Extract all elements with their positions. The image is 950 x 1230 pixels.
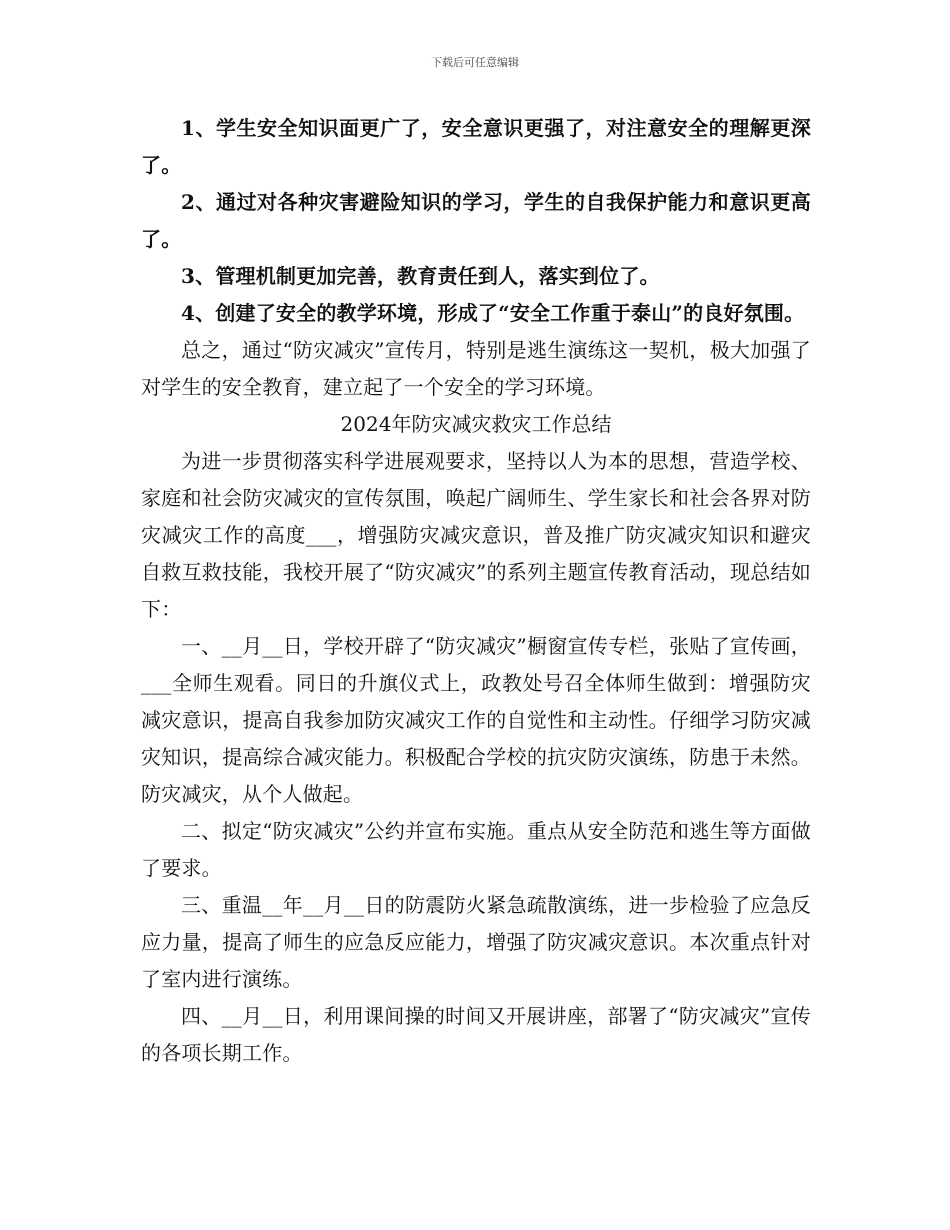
intro-paragraph: 为进一步贯彻落实科学进展观要求，坚持以人为本的思想，营造学校、家庭和社会防灾减灾的宣传氛围，唤起广阔师生、学生家长和社会各界对防灾减灾工作的高度___，增强防灾减灾意识，普及推广防灾减灾知识和避灾自救互救技能，我校开展了“防灾减灾”的系列主题宣传教育活动，现总结如下： — [141, 449, 811, 621]
summary-item-2: 2、通过对各种灾害避险知识的学习，学生的自我保护能力和意识更高了。 — [141, 190, 811, 251]
summary-item-1: 1、学生安全知识面更广了，安全意识更强了，对注意安全的理解更深了。 — [141, 116, 811, 177]
section-title: 2024年防灾减灾救灾工作总结 — [340, 412, 612, 436]
summary-item-3: 3、管理机制更加完善，教育责任到人，落实到位了。 — [181, 264, 660, 288]
activity-item-3: 三、重温__年__月__日的防震防火紧急疏散演练，进一步检验了应急反应力量，提高了师生的应急反应能力，增强了防灾减灾意识。本次重点针对了室内进行演练。 — [141, 893, 811, 991]
document-body — [141, 110, 811, 1072]
editable-download-note: 下载后可任意编辑 — [431, 56, 519, 69]
activity-item-1: 一、__月__日，学校开辟了“防灾减灾”橱窗宣传专栏，张贴了宣传画，___全师生观看。同日的升旗仪式上，政教处号召全体师生做到：增强防灾减灾意识，提高自我参加防灾减灾工作的自觉性和主动性。仔细学习防灾减灾知识，提高综合减灾能力。积极配合学校的抗灾防灾演练，防患于未然。防灾减灾，从个人做起。 — [141, 634, 811, 806]
activity-item-4: 四、__月__日，利用课间操的时间又开展讲座，部署了“防灾减灾”宣传的各项长期工作。 — [141, 1004, 811, 1065]
conclusion-paragraph: 总之，通过“防灾减灾”宣传月，特别是逃生演练这一契机，极大加强了对学生的安全教育，建立起了一个安全的学习环境。 — [141, 338, 811, 399]
activity-item-2: 二、拟定“防灾减灾”公约并宣布实施。重点从安全防范和逃生等方面做了要求。 — [141, 819, 811, 880]
summary-item-4: 4、创建了安全的教学环境，形成了“安全工作重于泰山”的良好氛围。 — [181, 301, 805, 325]
